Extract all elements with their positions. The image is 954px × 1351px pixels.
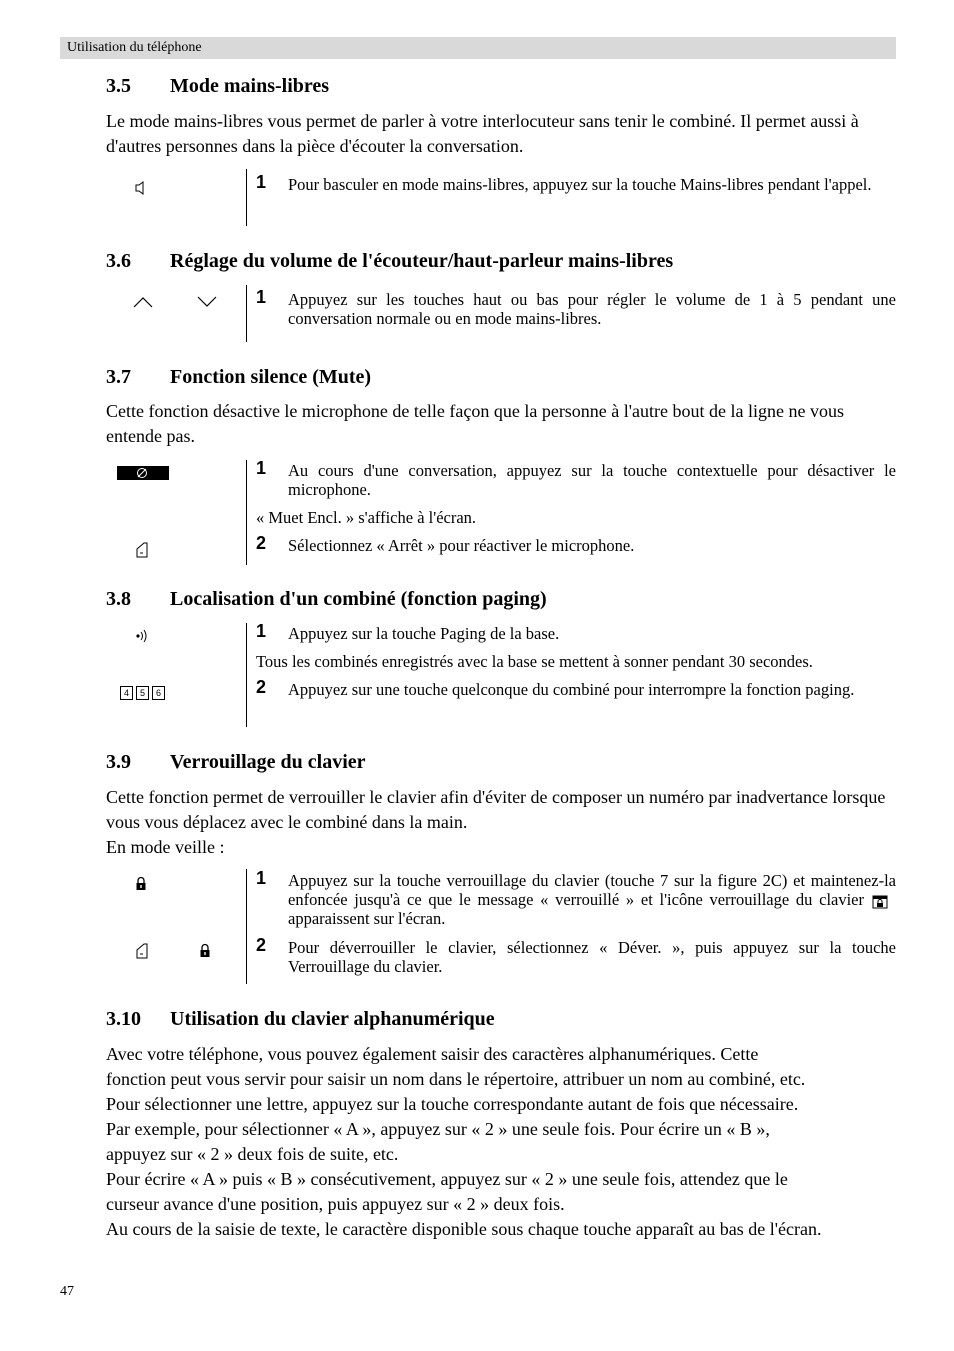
section-heading-3-7: 3.7 Fonction silence (Mute) [106, 366, 372, 388]
text-line: Au cours de la saisie de texte, le caractère disponible sous chaque touche apparaît au bas de l'écran. [106, 1219, 822, 1239]
speaker-icon [135, 180, 147, 196]
down-arrow-key-icon [197, 296, 217, 308]
step-divider [246, 169, 247, 226]
text-line: Avec votre téléphone, vous pouvez également saisir des caractères alphanumériques. Cette [106, 1044, 759, 1064]
section-3-5-intro: Le mode mains-libres vous permet de parler à votre interlocuteur sans tenir le combiné. Il permet aussi à d'autres personnes dans la pièce d'écouter la conversation. [106, 111, 859, 156]
step-divider [246, 285, 247, 342]
softkey-icon [135, 542, 149, 558]
section-heading-3-9: 3.9 Verrouillage du clavier [106, 751, 366, 773]
keypad-keys [120, 686, 168, 700]
section-3-7-note: « Muet Encl. » s'affiche à l'écran. [256, 508, 477, 527]
section-3-9-intro2: En mode veille : [106, 837, 225, 857]
section-3-10-body [106, 1042, 898, 1242]
step-divider [246, 869, 247, 984]
text-line: Pour sélectionner une lettre, appuyez sur la touche correspondante autant de fois que nécessaire. [106, 1094, 799, 1114]
lock-icon [199, 943, 211, 958]
text-line: appuyez sur « 2 » deux fois de suite, etc. [106, 1144, 399, 1164]
paging-icon [134, 628, 150, 644]
section-heading-3-8: 3.8 Localisation d'un combiné (fonction paging) [106, 588, 547, 610]
key-icon: 6 [152, 686, 165, 700]
section-heading-3-6: 3.6 Réglage du volume de l'écouteur/haut-parleur mains-libres [106, 250, 674, 272]
mute-softkey-icon [117, 466, 169, 480]
step-divider [246, 460, 247, 565]
key-icon: 5 [136, 686, 149, 700]
text-line: Pour écrire « A » puis « B » consécutivement, appuyez sur « 2 » une seule fois, attendez que le [106, 1169, 788, 1189]
text-line: fonction peut vous servir pour saisir un nom dans le répertoire, attribuer un nom au combiné, etc. [106, 1069, 806, 1089]
step-3-5-1: 1 Pour basculer en mode mains-libres, appuyez sur la touche Mains-libres pendant l'appel. [256, 172, 872, 194]
step-3-9-1: 1 Appuyez sur la touche verrouillage du clavier (touche 7 sur la figure 2C) et maintenez-la enfoncée jusqu'à ce que le message « verrouillé » et l'icône verrouillage du clavierapparaissent sur l'écran. [256, 868, 896, 929]
softkey-icon [135, 943, 149, 959]
step-3-7-2: 2 Sélectionnez « Arrêt » pour réactiver le microphone. [256, 533, 635, 555]
step-3-9-2: 2 Pour déverrouiller le clavier, sélectionnez « Déver. », puis appuyez sur la touche Verrouillage du clavier. [256, 935, 896, 976]
keypad-lock-screen-icon [872, 893, 888, 909]
text-line: Par exemple, pour sélectionner « A », appuyez sur « 2 » une seule fois. Pour écrire un « B », [106, 1119, 770, 1139]
section-3-9-intro: Cette fonction permet de verrouiller le clavier afin d'éviter de composer un numéro par inadvertance lorsque vous vous déplacez avec le combiné dans la main. [106, 787, 886, 832]
key-icon: 4 [120, 686, 133, 700]
step-3-7-1: 1 Au cours d'une conversation, appuyez sur la touche contextuelle pour désactiver le microphone. [256, 458, 896, 499]
step-3-8-2: 2 Appuyez sur une touche quelconque du combiné pour interrompre la fonction paging. [256, 677, 855, 699]
section-3-8-note: Tous les combinés enregistrés avec la base se mettent à sonner pendant 30 secondes. [256, 652, 813, 671]
up-arrow-key-icon [133, 296, 153, 308]
step-3-6-1: 1 Appuyez sur les touches haut ou bas pour régler le volume de 1 à 5 pendant une conversation normale ou en mode mains-libres. [256, 287, 896, 328]
page-number: 47 [60, 1284, 74, 1299]
running-header: Utilisation du téléphone [60, 37, 896, 59]
text-line: curseur avance d'une position, puis appuyez sur « 2 » deux fois. [106, 1194, 565, 1214]
section-heading-3-10: 3.10 Utilisation du clavier alphanumérique [106, 1008, 495, 1030]
step-divider [246, 623, 247, 727]
step-3-8-1: 1 Appuyez sur la touche Paging de la base. [256, 621, 560, 643]
section-heading-3-5: 3.5 Mode mains-libres [106, 75, 330, 97]
section-3-7-intro: Cette fonction désactive le microphone de telle façon que la personne à l'autre bout de la ligne ne vous entende pas. [106, 401, 844, 446]
lock-icon [135, 876, 147, 891]
